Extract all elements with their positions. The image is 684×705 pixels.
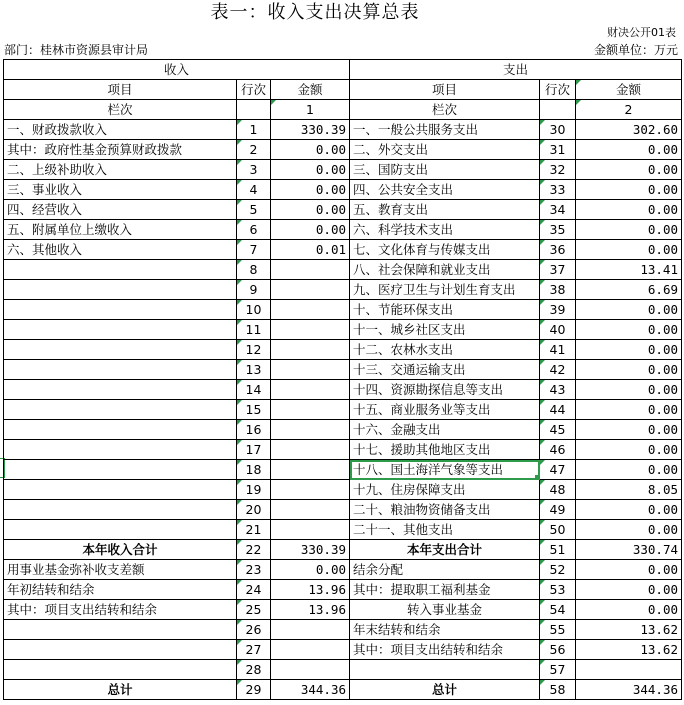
- income-amount-cell[interactable]: 0.00: [271, 560, 350, 580]
- expense-amount-cell[interactable]: 0.00: [576, 420, 682, 440]
- report-title: 表一：收入支出决算总表: [210, 2, 420, 23]
- income-item-cell[interactable]: [4, 420, 237, 440]
- income-item-cell[interactable]: [4, 320, 237, 340]
- expense-amount-cell[interactable]: 13.62: [576, 620, 682, 640]
- income-item-cell[interactable]: [4, 380, 237, 400]
- income-line-cell[interactable]: 21: [237, 520, 271, 540]
- income-item-cell[interactable]: 其中：政府性基金预算财政拨款: [4, 140, 237, 160]
- expense-item-cell[interactable]: [350, 660, 540, 680]
- expense-amount-cell[interactable]: 0.00: [576, 520, 682, 540]
- income-amount-header[interactable]: 金额: [271, 80, 350, 100]
- column-number-row: [4, 100, 682, 120]
- income-amount-cell[interactable]: 13.96: [271, 600, 350, 620]
- expense-amount-cell[interactable]: 0.00: [576, 220, 682, 240]
- expense-item-header[interactable]: 项目: [350, 80, 540, 100]
- income-line-cell[interactable]: 23: [237, 560, 271, 580]
- income-amount-cell[interactable]: [271, 640, 350, 660]
- income-item-cell[interactable]: [4, 660, 237, 680]
- income-item-cell[interactable]: 五、附属单位上缴收入: [4, 220, 237, 240]
- expense-amount-cell[interactable]: 6.69: [576, 280, 682, 300]
- table-row: [4, 340, 682, 360]
- income-line-cell[interactable]: 4: [237, 180, 271, 200]
- table-row: [4, 680, 682, 700]
- income-amount-cell[interactable]: 330.39: [271, 540, 350, 560]
- expense-item-cell[interactable]: 十一、城乡社区支出: [350, 320, 540, 340]
- income-line-cell[interactable]: 29: [237, 680, 271, 700]
- income-amount-cell[interactable]: 13.96: [271, 580, 350, 600]
- income-line-cell[interactable]: 3: [237, 160, 271, 180]
- expense-line-cell[interactable]: 49: [540, 500, 576, 520]
- income-section-header[interactable]: 收入: [4, 60, 350, 80]
- expense-item-cell[interactable]: 十六、金融支出: [350, 420, 540, 440]
- expense-section-header[interactable]: 支出: [350, 60, 682, 80]
- income-amount-cell[interactable]: 330.39: [271, 120, 350, 140]
- income-amount-cell[interactable]: [271, 360, 350, 380]
- income-line-cell[interactable]: 26: [237, 620, 271, 640]
- expense-item-cell[interactable]: 总计: [350, 680, 540, 700]
- table-row: [4, 500, 682, 520]
- department-label: 部门：桂林市资源县审计局: [4, 43, 149, 57]
- expense-item-cell[interactable]: 二十、粮油物资储备支出: [350, 500, 540, 520]
- table-row: [4, 580, 682, 600]
- income-item-cell[interactable]: 本年收入合计: [4, 540, 237, 560]
- expense-line-cell[interactable]: 53: [540, 580, 576, 600]
- table-row: [4, 440, 682, 460]
- expense-amount-header[interactable]: 金额: [576, 80, 682, 100]
- income-line-cell[interactable]: 18: [237, 460, 271, 480]
- expense-line-cell[interactable]: 55: [540, 620, 576, 640]
- expense-line-cell[interactable]: 38: [540, 280, 576, 300]
- expense-line-cell[interactable]: 37: [540, 260, 576, 280]
- budget-summary-table: [3, 59, 682, 700]
- expense-line-cell[interactable]: 33: [540, 180, 576, 200]
- section-header-row: [4, 60, 682, 80]
- income-line-cell[interactable]: 24: [237, 580, 271, 600]
- income-amount-cell[interactable]: 0.01: [271, 240, 350, 260]
- expense-item-cell[interactable]: 本年支出合计: [350, 540, 540, 560]
- income-item-cell[interactable]: [4, 400, 237, 420]
- expense-item-cell[interactable]: 四、公共安全支出: [350, 180, 540, 200]
- expense-item-cell[interactable]: 二十一、其他支出: [350, 520, 540, 540]
- income-item-cell[interactable]: 总计: [4, 680, 237, 700]
- expense-item-cell[interactable]: 八、社会保障和就业支出: [350, 260, 540, 280]
- expense-amount-cell[interactable]: 13.62: [576, 640, 682, 660]
- table-row: [4, 520, 682, 540]
- expense-column-number[interactable]: 2: [576, 100, 682, 120]
- income-line-cell[interactable]: 19: [237, 480, 271, 500]
- income-amount-cell[interactable]: [271, 400, 350, 420]
- table-row: [4, 300, 682, 320]
- table-row: [4, 120, 682, 140]
- expense-item-cell[interactable]: 十八、国土海洋气象等支出: [350, 460, 540, 480]
- expense-amount-cell[interactable]: 13.41: [576, 260, 682, 280]
- income-item-header[interactable]: 项目: [4, 80, 237, 100]
- expense-line-cell[interactable]: 52: [540, 560, 576, 580]
- income-column-number[interactable]: 1: [271, 100, 350, 120]
- expense-amount-cell[interactable]: 0.00: [576, 240, 682, 260]
- income-item-cell[interactable]: [4, 640, 237, 660]
- income-amount-cell[interactable]: 0.00: [271, 140, 350, 160]
- expense-amount-cell[interactable]: 0.00: [576, 400, 682, 420]
- income-amount-cell[interactable]: 0.00: [271, 180, 350, 200]
- income-item-cell[interactable]: [4, 620, 237, 640]
- expense-line-cell[interactable]: 46: [540, 440, 576, 460]
- expense-amount-cell[interactable]: [576, 660, 682, 680]
- income-line-cell[interactable]: 2: [237, 140, 271, 160]
- income-column-label[interactable]: 栏次: [4, 100, 237, 120]
- expense-item-cell[interactable]: 年末结转和结余: [350, 620, 540, 640]
- expense-item-cell[interactable]: 其中：项目支出结转和结余: [350, 640, 540, 660]
- income-item-cell[interactable]: [4, 260, 237, 280]
- table-row: [4, 640, 682, 660]
- expense-line-cell[interactable]: 56: [540, 640, 576, 660]
- income-line-cell[interactable]: 11: [237, 320, 271, 340]
- income-line-cell[interactable]: 10: [237, 300, 271, 320]
- expense-item-cell[interactable]: 七、文化体育与传媒支出: [350, 240, 540, 260]
- table-row: [4, 220, 682, 240]
- income-line-cell[interactable]: 6: [237, 220, 271, 240]
- income-amount-cell[interactable]: [271, 520, 350, 540]
- income-amount-cell[interactable]: [271, 480, 350, 500]
- income-amount-cell[interactable]: [271, 440, 350, 460]
- table-row: [4, 480, 682, 500]
- income-line-cell[interactable]: 14: [237, 380, 271, 400]
- income-amount-cell[interactable]: [271, 380, 350, 400]
- income-amount-cell[interactable]: [271, 260, 350, 280]
- income-amount-cell[interactable]: 0.00: [271, 160, 350, 180]
- income-line-cell[interactable]: 27: [237, 640, 271, 660]
- expense-amount-cell[interactable]: 0.00: [576, 580, 682, 600]
- income-line-cell[interactable]: 1: [237, 120, 271, 140]
- expense-amount-cell[interactable]: 0.00: [576, 320, 682, 340]
- income-amount-cell[interactable]: [271, 420, 350, 440]
- expense-item-cell[interactable]: 十三、交通运输支出: [350, 360, 540, 380]
- expense-line-cell[interactable]: 54: [540, 600, 576, 620]
- expense-item-cell[interactable]: 十七、援助其他地区支出: [350, 440, 540, 460]
- unit-label: 金额单位：万元: [593, 43, 678, 57]
- table-row: [4, 180, 682, 200]
- income-item-cell[interactable]: 六、其他收入: [4, 240, 237, 260]
- income-amount-cell[interactable]: [271, 320, 350, 340]
- income-line-cell[interactable]: 12: [237, 340, 271, 360]
- table-row: [4, 420, 682, 440]
- expense-item-cell[interactable]: 二、外交支出: [350, 140, 540, 160]
- income-item-cell[interactable]: 用事业基金弥补收支差额: [4, 560, 237, 580]
- expense-line-header[interactable]: 行次: [540, 80, 576, 100]
- expense-amount-cell[interactable]: 0.00: [576, 380, 682, 400]
- income-amount-cell[interactable]: [271, 500, 350, 520]
- expense-column-label[interactable]: 栏次: [350, 100, 540, 120]
- income-item-cell[interactable]: 年初结转和结余: [4, 580, 237, 600]
- expense-line-cell[interactable]: 58: [540, 680, 576, 700]
- income-line-cell[interactable]: 8: [237, 260, 271, 280]
- income-line-cell[interactable]: 28: [237, 660, 271, 680]
- expense-amount-cell[interactable]: 344.36: [576, 680, 682, 700]
- column-header-row: [4, 80, 682, 100]
- table-row: [4, 460, 682, 480]
- expense-line-cell[interactable]: 44: [540, 400, 576, 420]
- income-amount-cell[interactable]: [271, 620, 350, 640]
- table-row: [4, 200, 682, 220]
- table-row: [4, 320, 682, 340]
- expense-amount-cell[interactable]: 0.00: [576, 560, 682, 580]
- expense-item-cell[interactable]: 三、国防支出: [350, 160, 540, 180]
- expense-line-cell[interactable]: 50: [540, 520, 576, 540]
- table-row: [4, 160, 682, 180]
- expense-line-cell[interactable]: 36: [540, 240, 576, 260]
- expense-amount-cell[interactable]: 0.00: [576, 140, 682, 160]
- expense-amount-cell[interactable]: 0.00: [576, 360, 682, 380]
- income-item-cell[interactable]: [4, 460, 237, 480]
- income-line-cell[interactable]: 9: [237, 280, 271, 300]
- form-number: 财决公开01表: [607, 26, 676, 39]
- expense-amount-cell[interactable]: 0.00: [576, 300, 682, 320]
- table-row: [4, 360, 682, 380]
- expense-item-cell[interactable]: 六、科学技术支出: [350, 220, 540, 240]
- expense-line-cell[interactable]: 48: [540, 480, 576, 500]
- expense-amount-cell[interactable]: 0.00: [576, 180, 682, 200]
- table-row: [4, 660, 682, 680]
- expense-item-cell[interactable]: 一、一般公共服务支出: [350, 120, 540, 140]
- income-item-cell[interactable]: 四、经营收入: [4, 200, 237, 220]
- expense-amount-cell[interactable]: 302.60: [576, 120, 682, 140]
- income-item-cell[interactable]: 二、上级补助收入: [4, 160, 237, 180]
- expense-line-cell[interactable]: 31: [540, 140, 576, 160]
- expense-line-cell[interactable]: 41: [540, 340, 576, 360]
- expense-line-cell[interactable]: 32: [540, 160, 576, 180]
- income-item-cell[interactable]: 一、财政拨款收入: [4, 120, 237, 140]
- table-row: [4, 140, 682, 160]
- expense-amount-cell[interactable]: 330.74: [576, 540, 682, 560]
- expense-amount-cell[interactable]: 8.05: [576, 480, 682, 500]
- income-line-cell[interactable]: 17: [237, 440, 271, 460]
- expense-amount-cell[interactable]: 0.00: [576, 600, 682, 620]
- income-column-blank[interactable]: [237, 100, 271, 120]
- expense-line-cell[interactable]: 47: [540, 460, 576, 480]
- expense-line-cell[interactable]: 34: [540, 200, 576, 220]
- expense-item-cell[interactable]: 十二、农林水支出: [350, 340, 540, 360]
- income-amount-cell[interactable]: [271, 340, 350, 360]
- expense-amount-cell[interactable]: 0.00: [576, 460, 682, 480]
- expense-line-cell[interactable]: 45: [540, 420, 576, 440]
- expense-item-cell[interactable]: 其中：提取职工福利基金: [350, 580, 540, 600]
- expense-item-cell[interactable]: 转入事业基金: [350, 600, 540, 620]
- table-row: [4, 240, 682, 260]
- income-line-cell[interactable]: 15: [237, 400, 271, 420]
- expense-item-cell[interactable]: 十四、资源勘探信息等支出: [350, 380, 540, 400]
- income-item-cell[interactable]: [4, 340, 237, 360]
- expense-line-cell[interactable]: 42: [540, 360, 576, 380]
- income-line-cell[interactable]: 7: [237, 240, 271, 260]
- expense-item-cell[interactable]: 十五、商业服务业等支出: [350, 400, 540, 420]
- income-line-cell[interactable]: 25: [237, 600, 271, 620]
- table-row: [4, 400, 682, 420]
- expense-item-cell[interactable]: 九、医疗卫生与计划生育支出: [350, 280, 540, 300]
- income-item-cell[interactable]: [4, 360, 237, 380]
- expense-line-cell[interactable]: 43: [540, 380, 576, 400]
- expense-line-cell[interactable]: 39: [540, 300, 576, 320]
- table-row: [4, 260, 682, 280]
- expense-amount-cell[interactable]: 0.00: [576, 500, 682, 520]
- table-row: [4, 380, 682, 400]
- expense-line-cell[interactable]: 35: [540, 220, 576, 240]
- income-line-cell[interactable]: 20: [237, 500, 271, 520]
- expense-amount-cell[interactable]: 0.00: [576, 160, 682, 180]
- expense-item-cell[interactable]: 五、教育支出: [350, 200, 540, 220]
- income-amount-cell[interactable]: [271, 460, 350, 480]
- expense-item-cell[interactable]: 结余分配: [350, 560, 540, 580]
- table-row: [4, 620, 682, 640]
- expense-item-cell[interactable]: 十、节能环保支出: [350, 300, 540, 320]
- expense-line-cell[interactable]: 51: [540, 540, 576, 560]
- income-line-cell[interactable]: 5: [237, 200, 271, 220]
- table-row: [4, 560, 682, 580]
- income-item-cell[interactable]: 三、事业收入: [4, 180, 237, 200]
- income-amount-cell[interactable]: 0.00: [271, 220, 350, 240]
- income-item-cell[interactable]: [4, 280, 237, 300]
- expense-line-cell[interactable]: 40: [540, 320, 576, 340]
- income-amount-cell[interactable]: 344.36: [271, 680, 350, 700]
- table-row: [4, 600, 682, 620]
- income-line-cell[interactable]: 16: [237, 420, 271, 440]
- income-item-cell[interactable]: [4, 500, 237, 520]
- expense-line-cell[interactable]: 30: [540, 120, 576, 140]
- expense-amount-cell[interactable]: 0.00: [576, 340, 682, 360]
- income-line-cell[interactable]: 22: [237, 540, 271, 560]
- table-row: [4, 540, 682, 560]
- income-line-cell[interactable]: 13: [237, 360, 271, 380]
- expense-item-cell[interactable]: 十九、住房保障支出: [350, 480, 540, 500]
- expense-amount-cell[interactable]: 0.00: [576, 200, 682, 220]
- income-amount-cell[interactable]: [271, 300, 350, 320]
- expense-column-blank[interactable]: [540, 100, 576, 120]
- income-amount-cell[interactable]: [271, 280, 350, 300]
- table-row: [4, 280, 682, 300]
- income-line-header[interactable]: 行次: [237, 80, 271, 100]
- income-amount-cell[interactable]: [271, 660, 350, 680]
- income-item-cell[interactable]: [4, 300, 237, 320]
- income-item-cell[interactable]: [4, 520, 237, 540]
- expense-amount-cell[interactable]: 0.00: [576, 440, 682, 460]
- income-amount-cell[interactable]: 0.00: [271, 200, 350, 220]
- income-item-cell[interactable]: [4, 480, 237, 500]
- expense-line-cell[interactable]: 57: [540, 660, 576, 680]
- income-item-cell[interactable]: [4, 440, 237, 460]
- income-item-cell[interactable]: 其中：项目支出结转和结余: [4, 600, 237, 620]
